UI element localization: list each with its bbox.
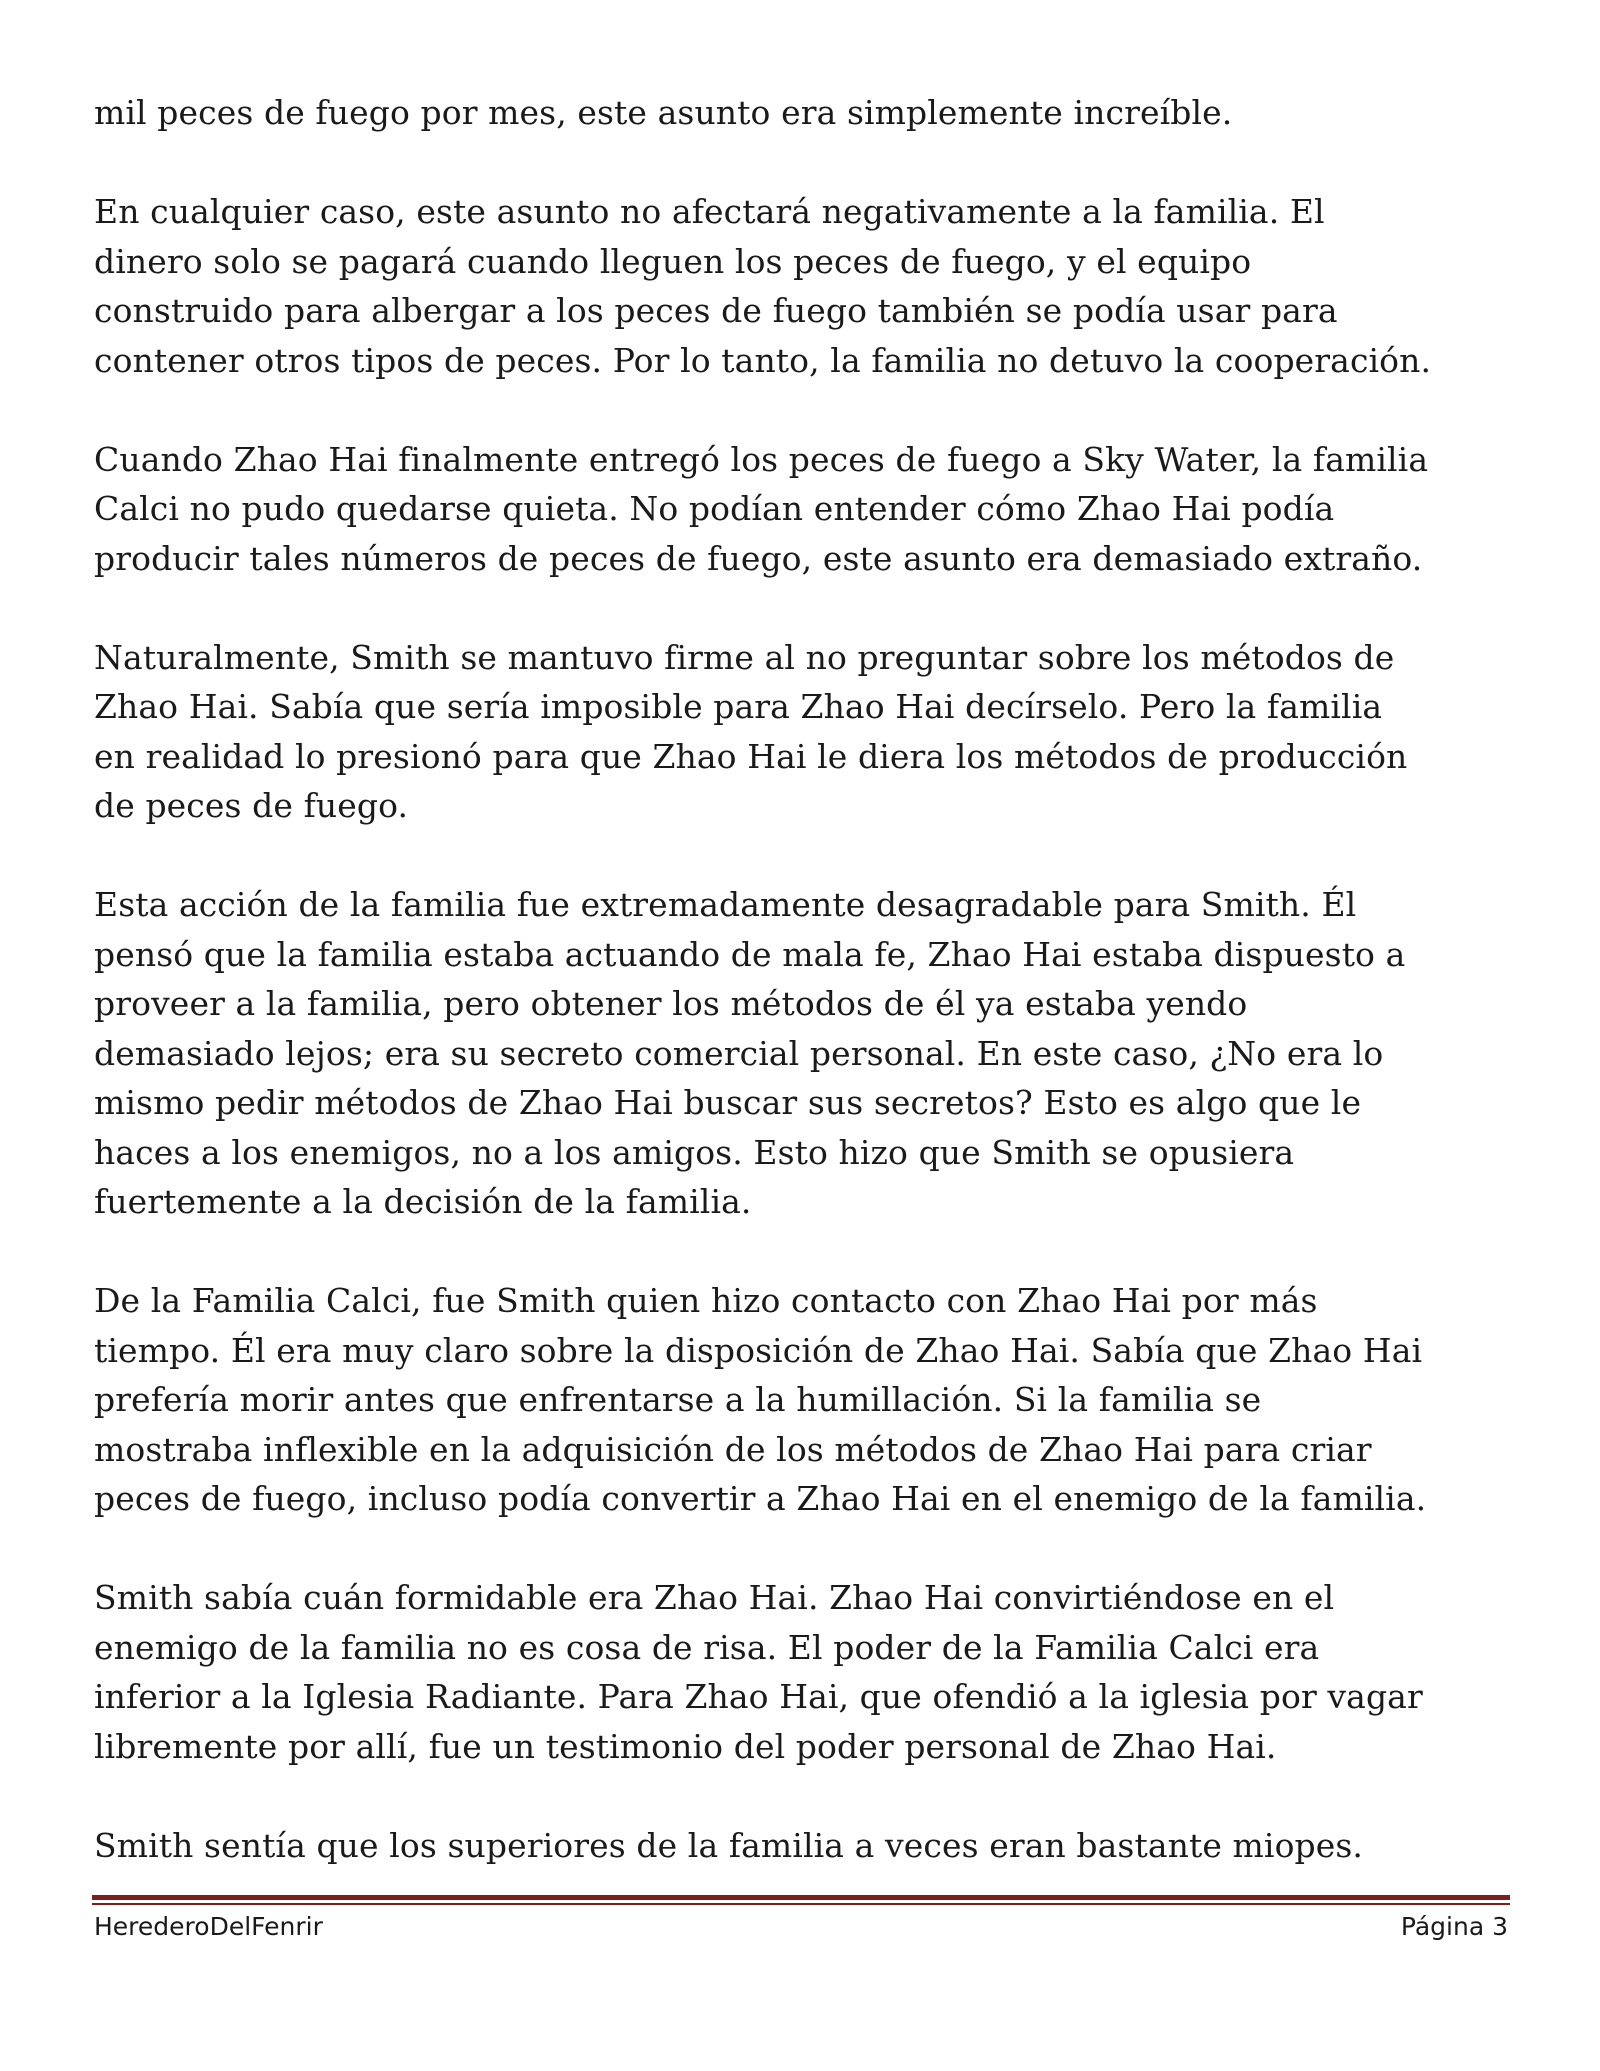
text-line: Cuando Zhao Hai finalmente entregó los peces de fuego a Sky Water, la familia [94, 439, 1429, 479]
text-line: prefería morir antes que enfrentarse a la humillación. Si la familia se [94, 1380, 1262, 1419]
text-line: inferior a la Iglesia Radiante. Para Zhao Hai, que ofendió a la iglesia por vagar [94, 1677, 1423, 1716]
text-line: contener otros tipos de peces. Por lo tanto, la familia no detuvo la cooperación. [94, 340, 1432, 380]
text-line: fuertemente a la decisión de la familia. [94, 1182, 752, 1221]
text-line: De la Familia Calci, fue Smith quien hizo contacto con Zhao Hai por más [94, 1281, 1318, 1320]
paragraph [94, 1821, 1514, 1871]
text-line: peces de fuego, incluso podía convertir a Zhao Hai en el enemigo de la familia. [94, 1479, 1427, 1518]
text-line: construido para albergar a los peces de fuego también se podía usar para [94, 291, 1338, 330]
paragraph [94, 435, 1514, 584]
text-line: Smith sabía cuán formidable era Zhao Hai. Zhao Hai convirtiéndose en el [94, 1578, 1335, 1617]
text-line: Naturalmente, Smith se mantuvo firme al no preguntar sobre los métodos de [94, 637, 1395, 677]
paragraph [94, 1276, 1514, 1524]
paragraph [94, 88, 1514, 138]
text-line: En cualquier caso, este asunto no afectará negativamente a la familia. El [94, 192, 1325, 231]
text-line: demasiado lejos; era su secreto comercial personal. En este caso, ¿No era lo [94, 1033, 1384, 1073]
paragraph [94, 633, 1514, 831]
text-line: Esta acción de la familia fue extremadamente desagradable para Smith. Él [94, 885, 1357, 924]
paragraph [94, 880, 1514, 1227]
text-line: de peces de fuego. [94, 786, 409, 825]
text-line: dinero solo se pagará cuando lleguen los peces de fuego, y el equipo [94, 241, 1252, 281]
text-line: Zhao Hai. Sabía que sería imposible para Zhao Hai decírselo. Pero la familia [94, 687, 1383, 726]
text-line: mismo pedir métodos de Zhao Hai buscar sus secretos? Esto es algo que le [94, 1083, 1362, 1122]
footer-author: HerederoDelFenrir [94, 1912, 323, 1941]
footer-page-number: Página 3 [1400, 1912, 1508, 1941]
text-line: en realidad lo presionó para que Zhao Hai le diera los métodos de producción [94, 736, 1408, 776]
text-line: enemigo de la familia no es cosa de risa. El poder de la Familia Calci era [94, 1627, 1320, 1667]
text-line: Calci no pudo quedarse quieta. No podían entender cómo Zhao Hai podía [94, 489, 1335, 528]
text-line: Smith sentía que los superiores de la familia a veces eran bastante miopes. [94, 1825, 1364, 1865]
footer-rule-thin [92, 1903, 1510, 1905]
text-line: haces a los enemigos, no a los amigos. Esto hizo que Smith se opusiera [94, 1132, 1295, 1172]
text-line: libremente por allí, fue un testimonio del poder personal de Zhao Hai. [94, 1726, 1277, 1766]
footer-rule-thick [92, 1895, 1510, 1900]
text-line: proveer a la familia, pero obtener los métodos de él ya estaba yendo [94, 984, 1248, 1023]
text-line: mil peces de fuego por mes, este asunto era simplemente increíble. [94, 93, 1233, 132]
text-line: tiempo. Él era muy claro sobre la disposición de Zhao Hai. Sabía que Zhao Hai [94, 1330, 1423, 1370]
text-line: mostraba inflexible en la adquisición de los métodos de Zhao Hai para criar [94, 1429, 1372, 1469]
paragraph [94, 1573, 1514, 1771]
text-line: pensó que la familia estaba actuando de mala fe, Zhao Hai estaba dispuesto a [94, 934, 1406, 974]
document-body [94, 88, 1514, 1870]
paragraph [94, 187, 1514, 385]
text-line: producir tales números de peces de fuego, este asunto era demasiado extraño. [94, 538, 1423, 578]
